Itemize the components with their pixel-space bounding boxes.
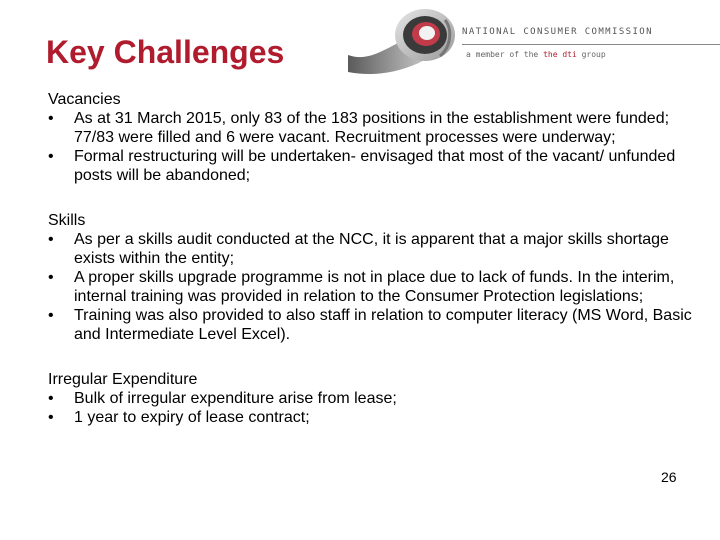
tagline-prefix: a member of the — [466, 50, 544, 59]
list-item — [48, 389, 698, 408]
bullet-icon: • — [48, 269, 54, 286]
list-item — [48, 268, 698, 306]
list-item-text: 1 year to expiry of lease contract; — [74, 409, 310, 426]
list-item — [48, 306, 698, 344]
bullet-icon: • — [48, 110, 54, 127]
bullet-icon: • — [48, 390, 54, 407]
section-heading-skills: Skills — [48, 212, 86, 229]
tagline-suffix: group — [576, 50, 606, 59]
bullet-icon: • — [48, 148, 54, 165]
bullet-icon: • — [48, 307, 54, 324]
section-heading-irregular-expenditure: Irregular Expenditure — [48, 371, 198, 388]
logo-tagline — [466, 50, 606, 59]
tagline-brand: the dti — [543, 50, 577, 59]
list-item-text: As at 31 March 2015, only 83 of the 183 positions in the establishment were funded; 77/83 were filled and 6 were vacant. Recruitment processes were underway; — [74, 110, 670, 146]
list-item-text: As per a skills audit conducted at the NCC, it is apparent that a major skills shortage exists within the entity; — [74, 231, 669, 267]
logo-divider — [462, 44, 720, 45]
list-item-text: A proper skills upgrade programme is not in place due to lack of funds. In the interim, internal training was provided in relation to the Consumer Protection legislations; — [74, 269, 675, 305]
bullet-icon: • — [48, 231, 54, 248]
list-item — [48, 109, 698, 147]
tape-roll-logo-icon — [348, 0, 720, 90]
slide-title: Key Challenges — [46, 34, 285, 70]
bullet-list-skills — [48, 230, 698, 344]
list-item — [48, 408, 698, 427]
list-item — [48, 230, 698, 268]
bullet-list-vacancies — [48, 109, 698, 185]
list-item-text: Bulk of irregular expenditure arise from lease; — [74, 390, 397, 407]
bullet-list-irregular-expenditure — [48, 389, 698, 427]
list-item-text: Training was also provided to also staff in relation to computer literacy (MS Word, Basic and Intermediate Level Excel). — [74, 307, 692, 343]
section-heading-vacancies: Vacancies — [48, 91, 121, 108]
list-item-text: Formal restructuring will be undertaken- envisaged that most of the vacant/ unfunded posts will be abandoned; — [74, 148, 676, 184]
list-item — [48, 147, 698, 185]
page-number: 26 — [661, 469, 677, 485]
org-name-text: NATIONAL CONSUMER COMMISSION — [462, 27, 653, 37]
slide-body — [48, 90, 698, 427]
bullet-icon: • — [48, 409, 54, 426]
